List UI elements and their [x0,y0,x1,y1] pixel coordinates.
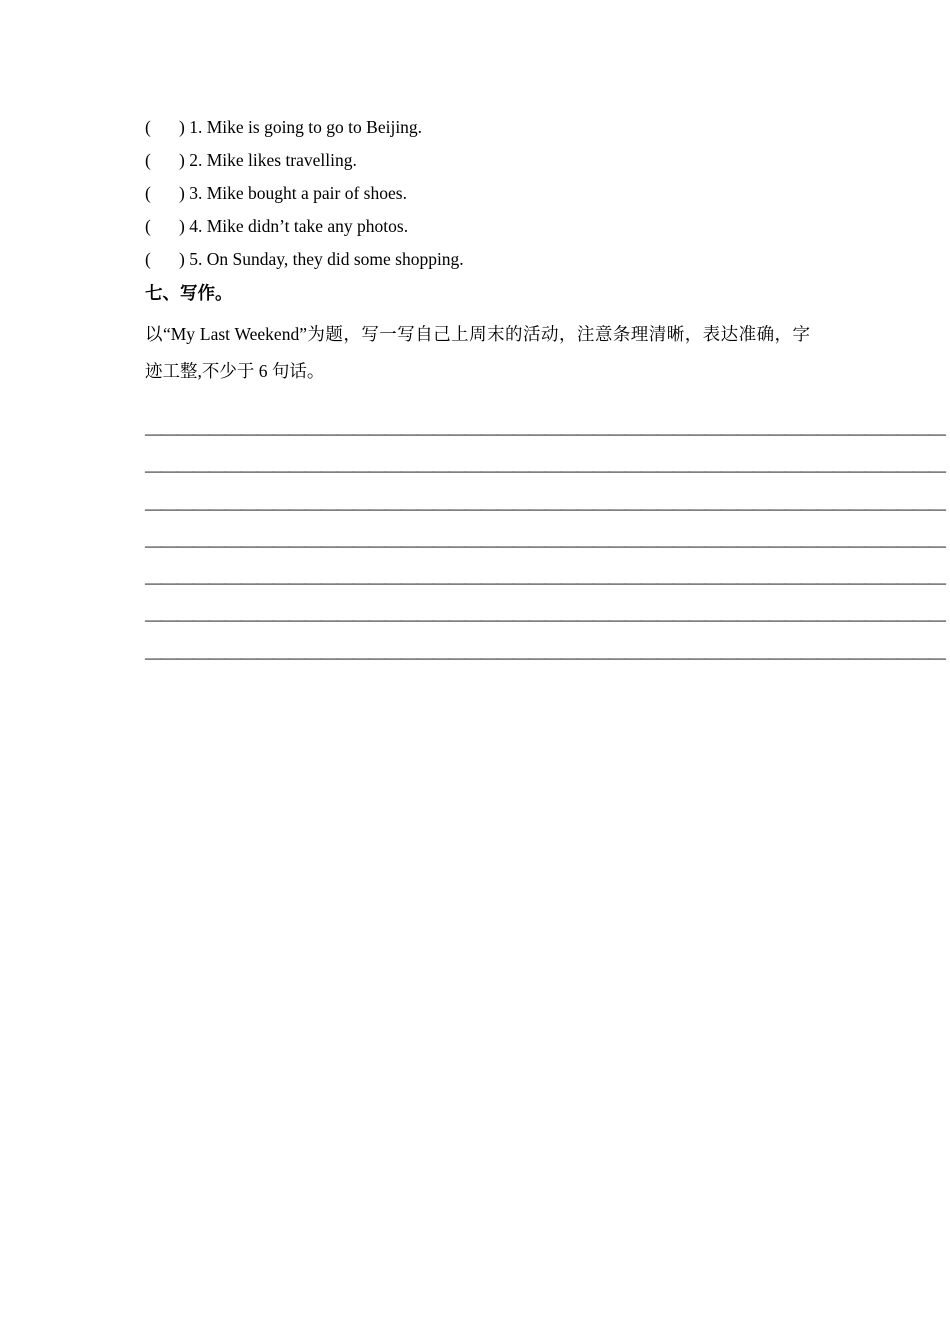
writing-section-heading: 七、写作。 [145,284,233,304]
answer-blank[interactable]: ( [145,216,151,236]
answer-blank[interactable]: ( [145,117,151,137]
writing-line[interactable]: —————————————————————————————————————————————————— [145,535,945,555]
question-4 [145,213,825,246]
writing-line[interactable]: —————————————————————————————————————————————————— [145,573,945,593]
question-text: ) 3. Mike bought a pair of shoes. [179,183,407,203]
question-text: ) 4. Mike didn’t take any photos. [179,216,409,236]
question-5 [145,246,825,279]
writing-line[interactable]: —————————————————————————————————————————————————— [145,610,945,630]
answer-blank[interactable]: ( [145,150,151,170]
question-3 [145,180,825,213]
writing-line[interactable]: —————————————————————————————————————————————————— [145,647,945,667]
question-text: ) 5. On Sunday, they did some shopping. [179,249,464,269]
writing-area[interactable] [145,421,945,682]
writing-instruction: 以“My Last Weekend”为题，写一写自己上周末的活动，注意条理清晰，表达准确，字迹工整,不少于 6 句话。 [145,324,810,381]
question-1 [145,114,825,147]
question-text: ) 1. Mike is going to go to Beijing. [179,117,423,137]
answer-blank[interactable]: ( [145,183,151,203]
answer-blank[interactable]: ( [145,249,151,269]
writing-line[interactable]: —————————————————————————————————————————————————— [145,424,945,443]
writing-line[interactable]: —————————————————————————————————————————————————— [145,498,945,518]
question-text: ) 2. Mike likes travelling. [179,150,357,170]
question-2 [145,147,825,180]
true-false-question-list [145,114,825,279]
writing-line[interactable]: —————————————————————————————————————————————————— [145,461,945,481]
